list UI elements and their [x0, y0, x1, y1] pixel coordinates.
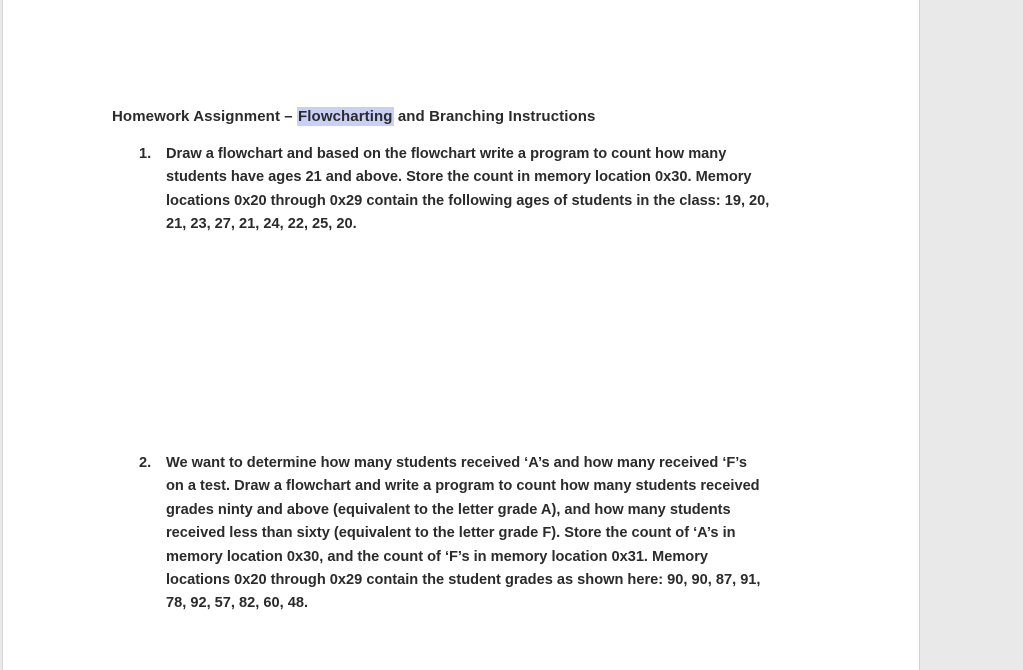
- text-line: on a test. Draw a flowchart and write a program to count how many students received: [166, 478, 760, 495]
- heading-text-start: Homework Assignment –: [112, 108, 298, 125]
- document-heading: [112, 108, 595, 125]
- text-line: grades ninty and above (equivalent to the letter grade A), and how many students: [166, 501, 731, 518]
- text-line: memory location 0x30, and the count of ‘F’s in memory location 0x31. Memory: [166, 548, 708, 565]
- list-item-1: [139, 143, 819, 237]
- text-line: locations 0x20 through 0x29 contain the student grades as shown here: 90, 90, 87, 91,: [166, 572, 761, 589]
- list-item-text: [166, 143, 819, 237]
- list-number: 1.: [139, 146, 152, 162]
- list-number: 2.: [139, 455, 152, 471]
- highlighted-word[interactable]: Flowcharting: [298, 108, 393, 125]
- text-line: locations 0x20 through 0x29 contain the following ages of students in the class: 19, 20,: [166, 192, 770, 209]
- list-item-2: [139, 452, 819, 616]
- text-line: We want to determine how many students received ‘A’s and how many received ‘F’s: [166, 455, 747, 471]
- text-line: students have ages 21 and above. Store the count in memory location 0x30. Memory: [166, 169, 752, 186]
- text-line: received less than sixty (equivalent to the letter grade F). Store the count of ‘A’s in: [166, 525, 736, 542]
- text-line: 78, 92, 57, 82, 60, 48.: [166, 595, 308, 612]
- text-line: 21, 23, 27, 21, 24, 22, 25, 20.: [166, 216, 357, 233]
- text-line: Draw a flowchart and based on the flowchart write a program to count how many: [166, 146, 727, 162]
- document-page[interactable]: [2, 0, 920, 670]
- list-item-text: [166, 452, 819, 616]
- heading-text-end: and Branching Instructions: [393, 108, 596, 125]
